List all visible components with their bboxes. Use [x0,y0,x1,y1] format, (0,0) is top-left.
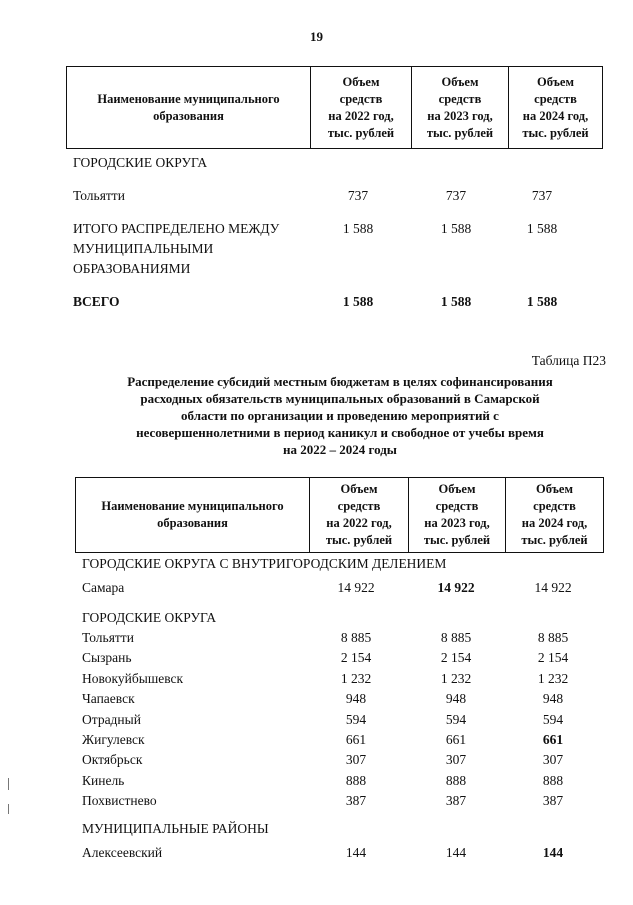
value-2024: 661 [542,732,564,747]
value-2024: 1 588 [526,221,558,236]
value-2023: 594 [445,711,467,727]
value-2022: 1 588 [342,294,374,309]
header-line: средств [337,499,381,513]
header-line: на 2024 год, [521,516,588,530]
value-2024: 1 588 [526,294,558,309]
header-line: средств [438,91,482,106]
header-line: тыс. рублей [327,125,395,140]
header-2023-cell [411,67,508,148]
value-2024: 948 [542,691,564,707]
header-name-line: образования [157,516,228,530]
header-name-cell [76,478,309,552]
title-line: несовершеннолетними в период каникул и свободное от учебы время [136,425,544,440]
table-row [0,771,633,791]
header-line: на 2023 год, [427,108,493,123]
value-2023: 1 588 [440,221,472,236]
value-2022: 1 588 [342,221,374,236]
section-title: ГОРОДСКИЕ ОКРУГА [73,155,208,170]
value-2022: 2 154 [340,650,372,666]
header-line: средств [534,91,577,106]
value-2022: 8 885 [340,630,372,645]
table-row [0,186,633,206]
header-name-cell [67,67,310,148]
row-name: Отрадный [82,711,141,727]
value-2022: 661 [345,732,367,747]
table-row [0,669,633,689]
value-2024: 1 232 [537,670,569,686]
table1-header [66,66,603,149]
value-2024: 14 922 [534,580,572,595]
header-line: на 2022 год, [328,108,394,123]
page-number: 19 [310,29,323,44]
row-name: Тольятти [82,630,134,645]
header-name-line: Наименование муниципального [97,91,280,106]
section-title: МУНИЦИПАЛЬНЫЕ РАЙОНЫ [82,821,269,836]
table-row [0,750,633,770]
table-label: Таблица П23 [531,353,606,368]
header-line: средств [435,499,479,513]
table-row [0,791,633,811]
table-row [0,730,633,750]
row-name: Сызрань [82,650,132,666]
table-row [0,843,633,863]
value-2024: 307 [542,752,564,768]
header-line: Объем [441,74,479,89]
header-line: Объем [536,74,574,89]
title-line: расходных обязательств муниципальных образований в Самарской [140,391,540,406]
section-heading [0,608,633,628]
value-2024: 8 885 [537,630,569,645]
value-2022: 1 232 [340,670,372,686]
row-name: Жигулевск [82,732,145,747]
section-heading [0,554,633,574]
value-2024: 2 154 [537,650,569,666]
header-line: средств [533,499,576,513]
header-line: Объем [342,74,380,89]
value-2023: 737 [445,188,467,203]
value-2024: 387 [542,793,564,809]
title-line: на 2022 – 2024 годы [283,442,397,457]
itogo-line: ОБРАЗОВАНИЯМИ [73,261,191,276]
itogo-line: ИТОГО РАСПРЕДЕЛЕНО МЕЖДУ [73,221,280,236]
row-name: Алексеевский [82,845,163,860]
header-line: средств [339,91,383,106]
header-line: Объем [340,482,378,496]
header-name-line: Наименование муниципального [101,499,284,513]
row-name: Октябрьск [82,752,143,768]
header-2024-cell [505,478,603,552]
value-2022: 307 [345,752,367,768]
header-2022-cell [310,67,411,148]
header-line: Объем [438,482,476,496]
table-row [0,628,633,648]
value-2023: 2 154 [440,650,472,666]
header-line: Объем [535,482,573,496]
header-line: тыс. рублей [325,533,393,547]
header-line: тыс. рублей [423,533,491,547]
row-name: Похвистнево [82,793,157,809]
itogo-row-cont [0,259,633,279]
itogo-row [0,219,633,239]
table-row [0,689,633,709]
total-label: ВСЕГО [73,294,120,309]
value-2024: 144 [542,845,564,860]
itogo-row-cont [0,239,633,259]
value-2022: 737 [347,188,369,203]
header-2024-cell [508,67,602,148]
row-name: Тольятти [73,188,125,203]
value-2024: 594 [542,711,564,727]
header-2023-cell [408,478,505,552]
value-2022: 387 [345,793,367,809]
header-line: на 2024 год, [522,108,589,123]
value-2023: 8 885 [440,630,472,645]
value-2022: 594 [345,711,367,727]
header-line: на 2023 год, [424,516,490,530]
header-2022-cell [309,478,408,552]
row-name: Кинель [82,772,125,788]
value-2023: 307 [445,752,467,768]
value-2024: 737 [531,188,553,203]
value-2023: 14 922 [437,580,475,595]
row-name: Новокуйбышевск [82,670,184,686]
value-2023: 948 [445,691,467,707]
title-line: области по организации и проведению мероприятий с [181,408,499,423]
section-heading [0,153,633,173]
value-2022: 14 922 [337,580,375,595]
header-line: тыс. рублей [522,125,589,140]
total-row [0,292,633,312]
table2-header [75,477,604,553]
scan-mark [8,778,9,790]
table-title [70,373,610,458]
table-row [0,578,633,598]
value-2023: 661 [445,732,467,747]
header-name-line: образования [153,108,224,123]
value-2024: 888 [542,772,564,788]
header-line: тыс. рублей [521,533,588,547]
scan-mark [8,804,9,814]
header-line: тыс. рублей [426,125,494,140]
row-name: Самара [82,580,125,595]
value-2022: 888 [345,772,367,788]
section-title: ГОРОДСКИЕ ОКРУГА С ВНУТРИГОРОДСКИМ ДЕЛЕНИЕМ [82,556,447,571]
value-2023: 387 [445,793,467,809]
section-title: ГОРОДСКИЕ ОКРУГА [82,610,217,625]
section-heading [0,819,633,839]
value-2022: 948 [345,691,367,707]
table-row [0,648,633,668]
row-name: Чапаевск [82,691,135,707]
value-2023: 888 [445,772,467,788]
value-2023: 144 [445,845,467,860]
value-2022: 144 [345,845,367,860]
table-row [0,710,633,730]
header-line: на 2022 год, [326,516,392,530]
title-line: Распределение субсидий местным бюджетам в целях софинансирования [127,374,553,389]
itogo-line: МУНИЦИПАЛЬНЫМИ [73,241,214,256]
value-2023: 1 232 [440,670,472,686]
value-2023: 1 588 [440,294,472,309]
